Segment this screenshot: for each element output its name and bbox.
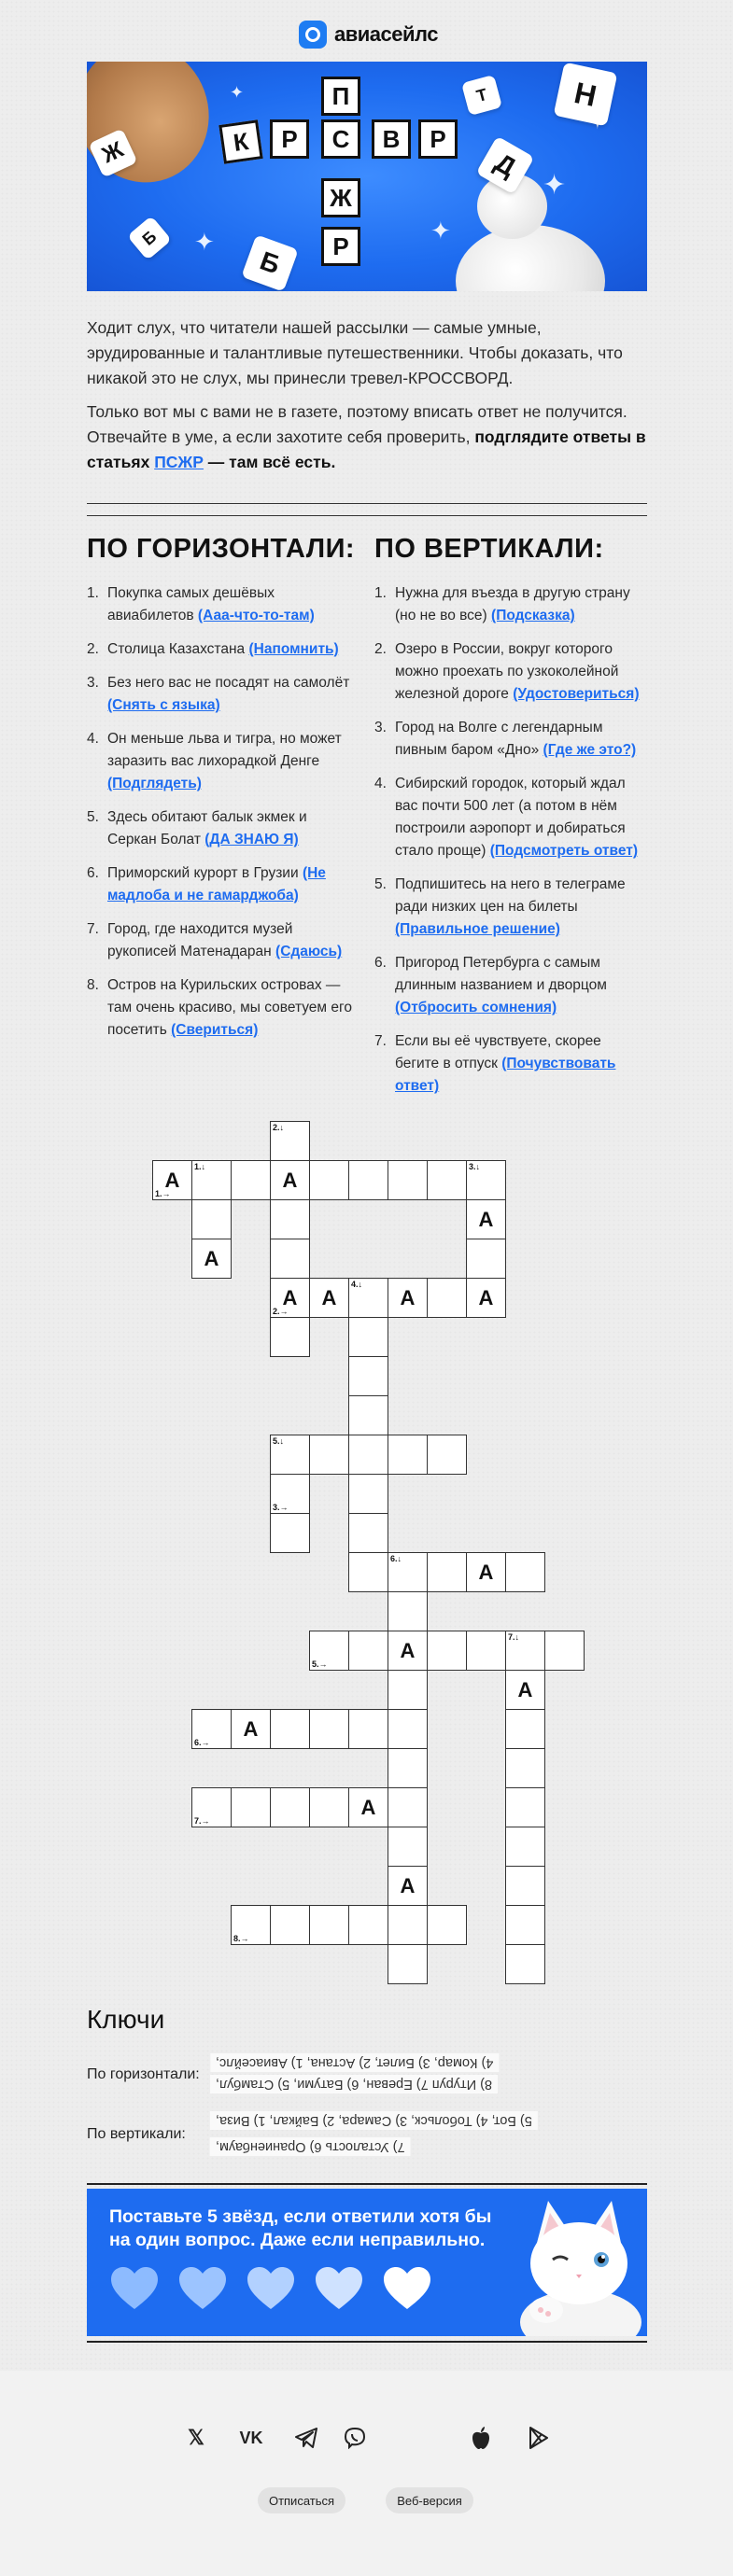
clue-text: Подпишитесь на него в телеграме ради низких цен на билеты bbox=[395, 876, 626, 915]
intro-bold: подглядите ответы в статьях bbox=[87, 427, 646, 471]
cell-number-label: 7.↓ bbox=[508, 1632, 520, 1642]
cat-paw-right bbox=[456, 225, 605, 291]
clue-text: Город, где находится музей рукописей Матенадаран bbox=[107, 921, 293, 959]
cell-number-label: 8.→ bbox=[233, 1934, 249, 1943]
down-clues bbox=[374, 582, 647, 1109]
apple-icon[interactable] bbox=[467, 2424, 495, 2452]
intro-paragraph-2 bbox=[87, 399, 647, 475]
sparkle-icon: ✦ bbox=[230, 83, 245, 102]
answer-link[interactable]: (ДА ЗНАЮ Я) bbox=[204, 832, 299, 847]
across-clue bbox=[87, 862, 359, 907]
answer-link[interactable]: (Почувствовать ответ) bbox=[395, 1056, 616, 1094]
clue-number: 3. bbox=[87, 675, 99, 691]
down-clue bbox=[374, 638, 647, 706]
down-clue bbox=[374, 952, 647, 1019]
cell-number-label: 3.→ bbox=[273, 1503, 289, 1512]
given-letter: А bbox=[321, 1285, 337, 1309]
intro-text: Только вот мы с вами не в газете, поэтому вписать ответ не получится. Отвечайте в уме, а если захотите себя проверить, bbox=[87, 402, 627, 446]
given-letter: А bbox=[400, 1285, 416, 1309]
rating-heart-3[interactable] bbox=[246, 2265, 296, 2312]
cell-number-label: 6.→ bbox=[194, 1738, 210, 1747]
hero-letter-tile: Р bbox=[321, 227, 360, 266]
clue-number: 2. bbox=[87, 641, 99, 657]
clue-number: 4. bbox=[374, 776, 387, 791]
across-clue bbox=[87, 918, 359, 963]
answer-link[interactable]: (Сдаюсь) bbox=[275, 944, 343, 959]
clue-text: Пригород Петербурга с самым длинным названием и дворцом bbox=[395, 955, 607, 993]
cell-number-label: 7.→ bbox=[194, 1816, 210, 1826]
rating-heart-2[interactable] bbox=[177, 2265, 228, 2312]
rating-heart-4[interactable] bbox=[314, 2265, 364, 2312]
web-version-button[interactable]: Веб-версия bbox=[386, 2487, 473, 2513]
intro-paragraph: Ходит слух, что читатели нашей рассылки — самые умные, эрудированные и талантливые путешественники. Чтобы доказать, что никакой это не слух, мы принесли тревел-КРОССВОРД. bbox=[87, 318, 623, 387]
x-icon[interactable]: 𝕏 bbox=[188, 2426, 204, 2449]
answer-link[interactable]: (Подсказка) bbox=[491, 608, 575, 623]
across-clues bbox=[87, 582, 359, 1053]
pszhr-link[interactable]: ПСЖР bbox=[154, 453, 204, 471]
clue-number: 6. bbox=[87, 865, 99, 881]
cell-number-label: 5.→ bbox=[312, 1659, 328, 1669]
keys-across-label: По горизонтали: bbox=[87, 2066, 200, 2082]
vk-icon[interactable]: VK bbox=[239, 2428, 263, 2447]
keys-across-answers: 4) Комар, 3) Билет, 2) Астана, 1) Авиасейлс, bbox=[210, 2053, 499, 2072]
cell-number-label: 5.↓ bbox=[273, 1436, 285, 1446]
floating-letter-tile: Н bbox=[554, 63, 618, 127]
answer-link[interactable]: (Свериться) bbox=[171, 1022, 259, 1038]
clue-text: Остров на Курильских островах — там очень красиво, мы советуем его посетить bbox=[107, 977, 352, 1038]
brand-logo-icon bbox=[299, 21, 327, 49]
divider bbox=[87, 2341, 647, 2343]
across-clue bbox=[87, 728, 359, 795]
across-clue bbox=[87, 638, 359, 661]
rating-hearts bbox=[109, 2265, 432, 2312]
floating-letter-tile: Б bbox=[241, 234, 299, 291]
cat-paw-left bbox=[87, 62, 228, 201]
down-clue bbox=[374, 582, 647, 627]
down-clue bbox=[374, 1030, 647, 1098]
telegram-icon[interactable] bbox=[292, 2424, 320, 2452]
given-letter: А bbox=[243, 1716, 259, 1741]
answer-link[interactable]: (Напомнить) bbox=[248, 641, 339, 657]
cell-number-label: 2.→ bbox=[273, 1307, 289, 1316]
rating-heart-5[interactable] bbox=[382, 2265, 432, 2312]
down-clue bbox=[374, 874, 647, 941]
clue-number: 5. bbox=[87, 809, 99, 825]
floating-letter-tile: Т bbox=[461, 75, 502, 116]
given-letter: А bbox=[400, 1638, 416, 1662]
hero-letter-tile: Р bbox=[418, 119, 458, 159]
given-letter: А bbox=[478, 1285, 494, 1309]
clue-text: Город на Волге с легендарным пивным баром «Дно» bbox=[395, 720, 603, 758]
answer-link[interactable]: (Где же это?) bbox=[543, 742, 637, 758]
cell-number-label: 1.↓ bbox=[194, 1162, 206, 1171]
answer-link[interactable]: (Ааа-что-то-там) bbox=[197, 608, 315, 623]
divider bbox=[87, 515, 647, 516]
rating-prompt: Поставьте 5 звёзд, если ответили хотя бы на один вопрос. Даже если неправильно. bbox=[109, 2206, 492, 2250]
down-title: ПО ВЕРТИКАЛИ: bbox=[374, 534, 604, 564]
given-letter: А bbox=[282, 1285, 298, 1309]
hero-letter-tile: П bbox=[321, 77, 360, 116]
clue-number: 8. bbox=[87, 977, 99, 993]
cell-number-label: 2.↓ bbox=[273, 1123, 285, 1132]
clue-number: 1. bbox=[374, 585, 387, 601]
sparkle-icon: ✦ bbox=[430, 217, 451, 245]
clue-text: Столица Казахстана bbox=[107, 641, 246, 657]
clue-text: Покупка самых дешёвых авиабилетов bbox=[107, 585, 275, 623]
down-clue bbox=[374, 773, 647, 862]
clue-number: 4. bbox=[87, 731, 99, 747]
across-clue bbox=[87, 582, 359, 627]
answer-link[interactable]: (Правильное решение) bbox=[395, 921, 560, 937]
across-clue bbox=[87, 974, 359, 1042]
clue-number: 3. bbox=[374, 720, 387, 735]
answer-link[interactable]: (Отбросить сомнения) bbox=[395, 1000, 557, 1015]
sparkle-icon: ✦ bbox=[543, 170, 567, 201]
cell-number-label: 6.↓ bbox=[390, 1554, 402, 1563]
rating-heart-1[interactable] bbox=[109, 2265, 160, 2312]
answer-link[interactable]: (Не мадлоба и не гамарджоба) bbox=[107, 865, 326, 903]
clue-text: Он меньше льва и тигра, но может заразить вас лихорадкой Денге bbox=[107, 731, 342, 769]
clue-text: Если вы её чувствуете, скорее бегите в отпуск bbox=[395, 1033, 601, 1071]
clue-number: 5. bbox=[374, 876, 387, 892]
divider bbox=[87, 2183, 647, 2185]
cell-number-label: 1.→ bbox=[155, 1189, 171, 1198]
floating-letter-tile: Б bbox=[127, 216, 172, 260]
given-letter: А bbox=[360, 1795, 376, 1819]
hero-letter-tile: Р bbox=[270, 119, 309, 159]
clue-text: Здесь обитают балык экмек и Серкан Болат bbox=[107, 809, 307, 847]
hero-letter-tile: В bbox=[372, 119, 411, 159]
clue-number: 6. bbox=[374, 955, 387, 971]
floating-letter-tile: Ж bbox=[88, 128, 137, 177]
cell-number-label: 4.↓ bbox=[351, 1280, 363, 1289]
sparkle-icon: ✦ bbox=[194, 228, 215, 256]
clue-text: Сибирский городок, который ждал вас почти 500 лет (а потом в нём построили аэропорт и добираться стало проще) bbox=[395, 776, 626, 859]
answer-link[interactable]: (Подглядеть) bbox=[107, 776, 202, 791]
intro-bold-end: — там всё есть. bbox=[207, 453, 336, 471]
keys-down-answers: 5) Бот, 4) Тобольск, 3) Самара, 2) Байкал, 1) Виза, bbox=[210, 2111, 538, 2130]
keys-down-label: По вертикали: bbox=[87, 2126, 186, 2142]
across-title: ПО ГОРИЗОНТАЛИ: bbox=[87, 534, 356, 564]
hero-banner bbox=[87, 62, 647, 291]
given-letter: А bbox=[282, 1168, 298, 1192]
google-play-icon[interactable] bbox=[525, 2424, 553, 2452]
answer-link[interactable]: (Подсмотреть ответ) bbox=[489, 843, 638, 859]
clue-text: Без него вас не посадят на самолёт bbox=[107, 675, 350, 691]
clue-text: Приморский курорт в Грузии bbox=[107, 865, 299, 881]
clue-number: 2. bbox=[374, 641, 387, 657]
answer-link[interactable]: (Снять с языка) bbox=[107, 697, 220, 713]
given-letter: А bbox=[204, 1246, 219, 1270]
keys-across-answers: 8) Итуруп 7) Ереван, 6) Батуми, 5) Стамбул, bbox=[210, 2075, 498, 2093]
given-letter: А bbox=[478, 1560, 494, 1584]
cell-number-label: 3.↓ bbox=[469, 1162, 481, 1171]
keys-down-answers: 7) Усталость 6) Ораниенбаум, bbox=[210, 2137, 411, 2156]
rating-banner bbox=[87, 2189, 647, 2336]
clue-number: 7. bbox=[374, 1033, 387, 1049]
viber-icon[interactable] bbox=[341, 2424, 369, 2452]
keys-title: Ключи bbox=[87, 2005, 165, 2034]
brand-logo[interactable] bbox=[299, 21, 438, 49]
given-letter: А bbox=[478, 1207, 494, 1231]
given-letter: А bbox=[164, 1168, 180, 1192]
divider bbox=[87, 503, 647, 504]
down-clue bbox=[374, 717, 647, 762]
across-clue bbox=[87, 672, 359, 717]
given-letter: А bbox=[517, 1677, 533, 1701]
floating-letter-tile: Д bbox=[476, 136, 535, 195]
across-clue bbox=[87, 806, 359, 851]
unsubscribe-button[interactable]: Отписаться bbox=[258, 2487, 345, 2513]
white-kitten-image bbox=[511, 2196, 641, 2336]
hero-letter-tile: С bbox=[321, 119, 360, 159]
clue-text: Озеро в России, вокруг которого можно проехать по узкоколейной железной дороге bbox=[395, 641, 619, 702]
clue-number: 7. bbox=[87, 921, 99, 937]
clue-text: Нужна для въезда в другую страну (но не во все) bbox=[395, 585, 630, 623]
clue-number: 1. bbox=[87, 585, 99, 601]
hero-letter-tile: Ж bbox=[321, 178, 360, 217]
hero-letter-tile: К bbox=[218, 119, 262, 163]
given-letter: А bbox=[400, 1873, 416, 1897]
brand-name: авиасейлс bbox=[334, 22, 438, 46]
answer-link[interactable]: (Удостовериться) bbox=[513, 686, 640, 702]
